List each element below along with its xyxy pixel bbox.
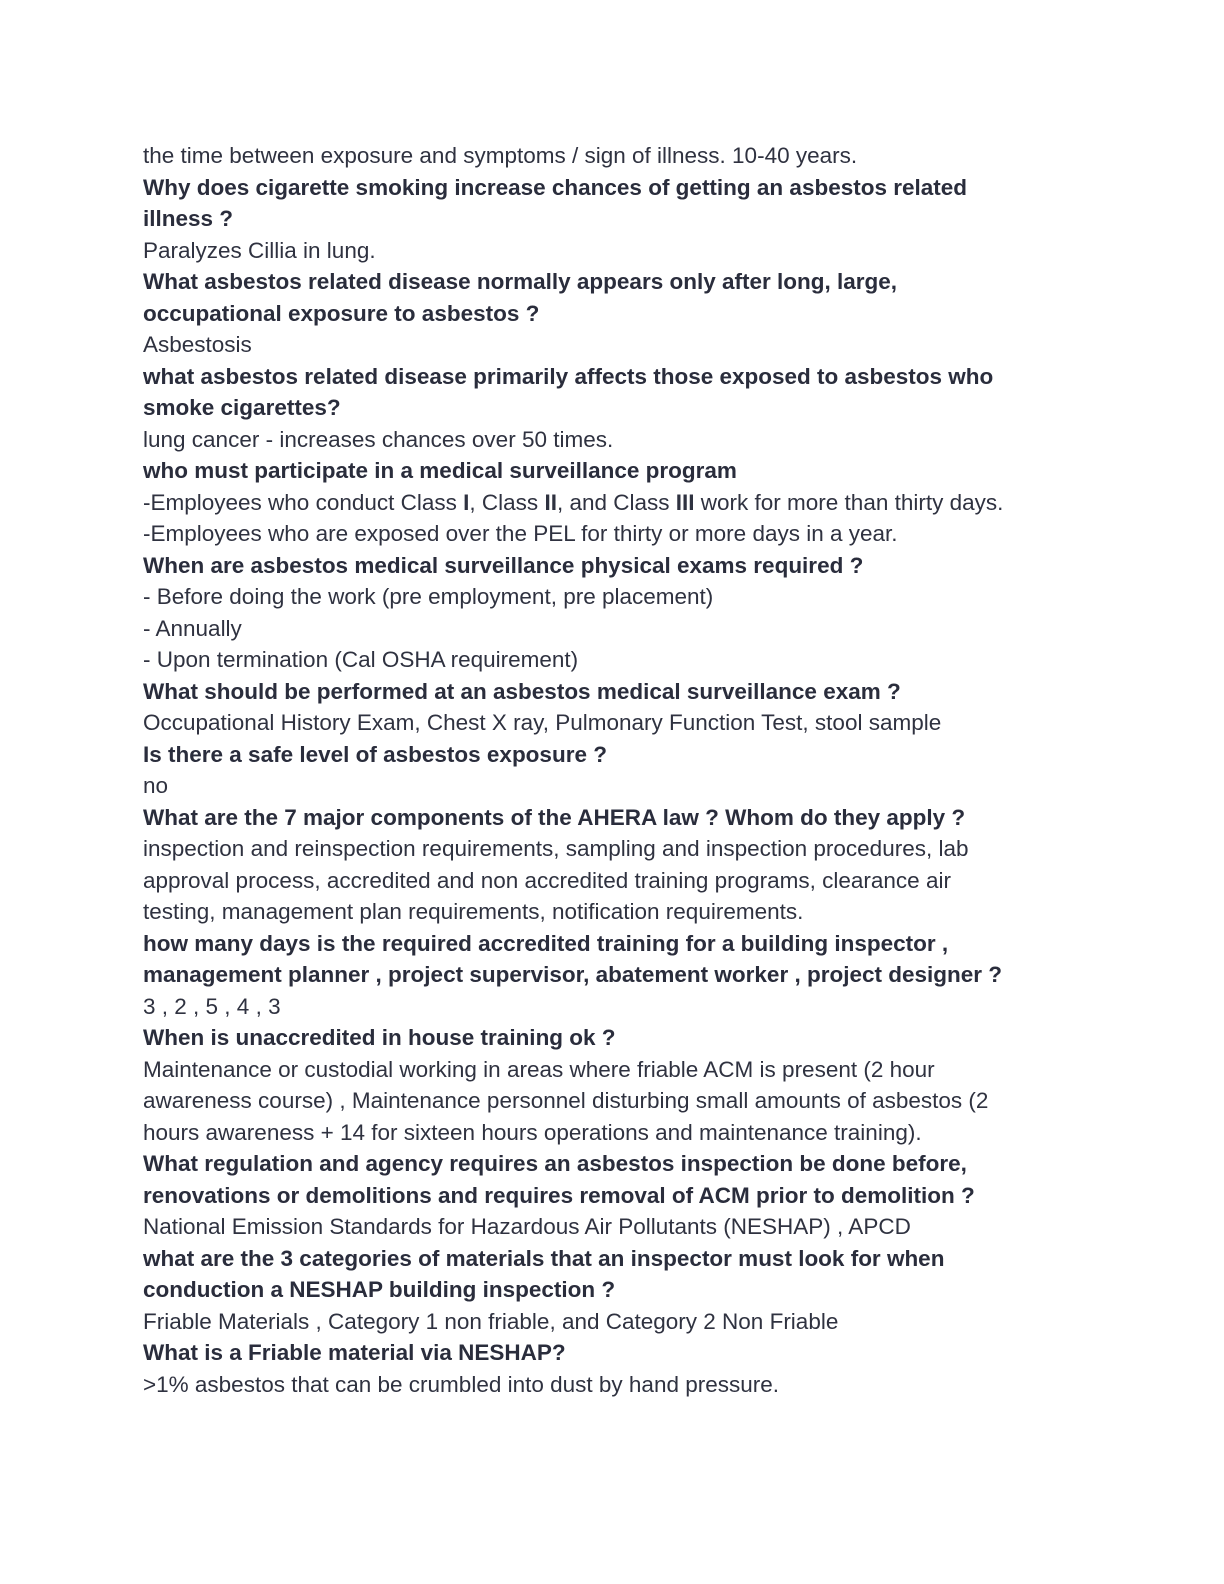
answer-text: National Emission Standards for Hazardous Air Pollutants (NESHAP) , APCD xyxy=(143,1214,911,1239)
question-text: how many days is the required accredited training for a building inspector , xyxy=(143,930,949,956)
answer-text: inspection and reinspection requirements, sampling and inspection procedures, lab xyxy=(143,836,969,861)
question-text: who must participate in a medical surveillance program xyxy=(143,458,737,483)
question-text: what asbestos related disease primarily affects those exposed to asbestos who xyxy=(143,363,994,389)
answer-text: >1% asbestos that can be crumbled into dust by hand pressure. xyxy=(143,1371,780,1397)
question-text: illness ? xyxy=(143,206,234,231)
answer-text: Paralyzes Cillia in lung. xyxy=(143,237,376,263)
answer-text: Friable Materials , Category 1 non friable, and Category 2 Non Friable xyxy=(143,1308,839,1334)
answer-text-class-line xyxy=(143,487,1083,519)
question-text: conduction a NESHAP building inspection ? xyxy=(143,1277,616,1302)
class-numeral-iii: III xyxy=(675,489,695,515)
answer-text: lung cancer - increases chances over 50 times. xyxy=(143,426,614,452)
document-body xyxy=(143,140,1083,1400)
answer-fragment: work for more than thirty days. xyxy=(694,489,1004,515)
question-text: What asbestos related disease normally appears only after long, large, xyxy=(143,269,898,294)
answer-text: - Upon termination (Cal OSHA requirement) xyxy=(143,647,579,672)
answer-text: Occupational History Exam, Chest X ray, Pulmonary Function Test, stool sample xyxy=(143,710,942,735)
answer-text: no xyxy=(143,773,169,798)
question-text: renovations or demolitions and requires removal of ACM prior to demolition ? xyxy=(143,1182,975,1208)
question-text: management planner , project supervisor, abatement worker , project designer ? xyxy=(143,962,1002,987)
answer-text: Asbestosis xyxy=(143,332,252,357)
question-text: When are asbestos medical surveillance physical exams required ? xyxy=(143,552,864,578)
question-text: What is a Friable material via NESHAP? xyxy=(143,1340,566,1365)
question-text: Why does cigarette smoking increase chances of getting an asbestos related xyxy=(143,174,968,200)
question-text: What are the 7 major components of the AHERA law ? Whom do they apply ? xyxy=(143,804,966,830)
answer-text: awareness course) , Maintenance personnel disturbing small amounts of asbestos (2 xyxy=(143,1088,989,1113)
answer-text: approval process, accredited and non accredited training programs, clearance air xyxy=(143,867,951,893)
answer-text: testing, management plan requirements, notification requirements. xyxy=(143,899,804,924)
question-text: occupational exposure to asbestos ? xyxy=(143,300,540,326)
question-text: What regulation and agency requires an asbestos inspection be done before, xyxy=(143,1151,967,1176)
question-text: What should be performed at an asbestos medical surveillance exam ? xyxy=(143,678,901,704)
answer-text: hours awareness + 14 for sixteen hours operations and maintenance training). xyxy=(143,1119,922,1145)
answer-fragment: , Class xyxy=(469,489,545,515)
question-text: smoke cigarettes? xyxy=(143,395,341,420)
answer-text: Maintenance or custodial working in areas where friable ACM is present (2 hour xyxy=(143,1056,935,1082)
question-text: When is unaccredited in house training ok ? xyxy=(143,1025,616,1050)
question-text: what are the 3 categories of materials that an inspector must look for when xyxy=(143,1245,945,1271)
answer-text: - Annually xyxy=(143,615,242,641)
answer-text: -Employees who are exposed over the PEL for thirty or more days in a year. xyxy=(143,521,898,546)
answer-fragment: -Employees who conduct Class xyxy=(143,489,464,515)
answer-text: 3 , 2 , 5 , 4 , 3 xyxy=(143,993,281,1019)
answer-fragment: , and Class xyxy=(556,489,676,515)
question-text: Is there a safe level of asbestos exposure ? xyxy=(143,741,607,767)
answer-text: - Before doing the work (pre employment, pre placement) xyxy=(143,584,714,609)
answer-text: the time between exposure and symptoms / sign of illness. 10-40 years. xyxy=(143,143,858,168)
class-numeral-i: I xyxy=(463,489,470,515)
class-numeral-ii: II xyxy=(544,489,557,515)
